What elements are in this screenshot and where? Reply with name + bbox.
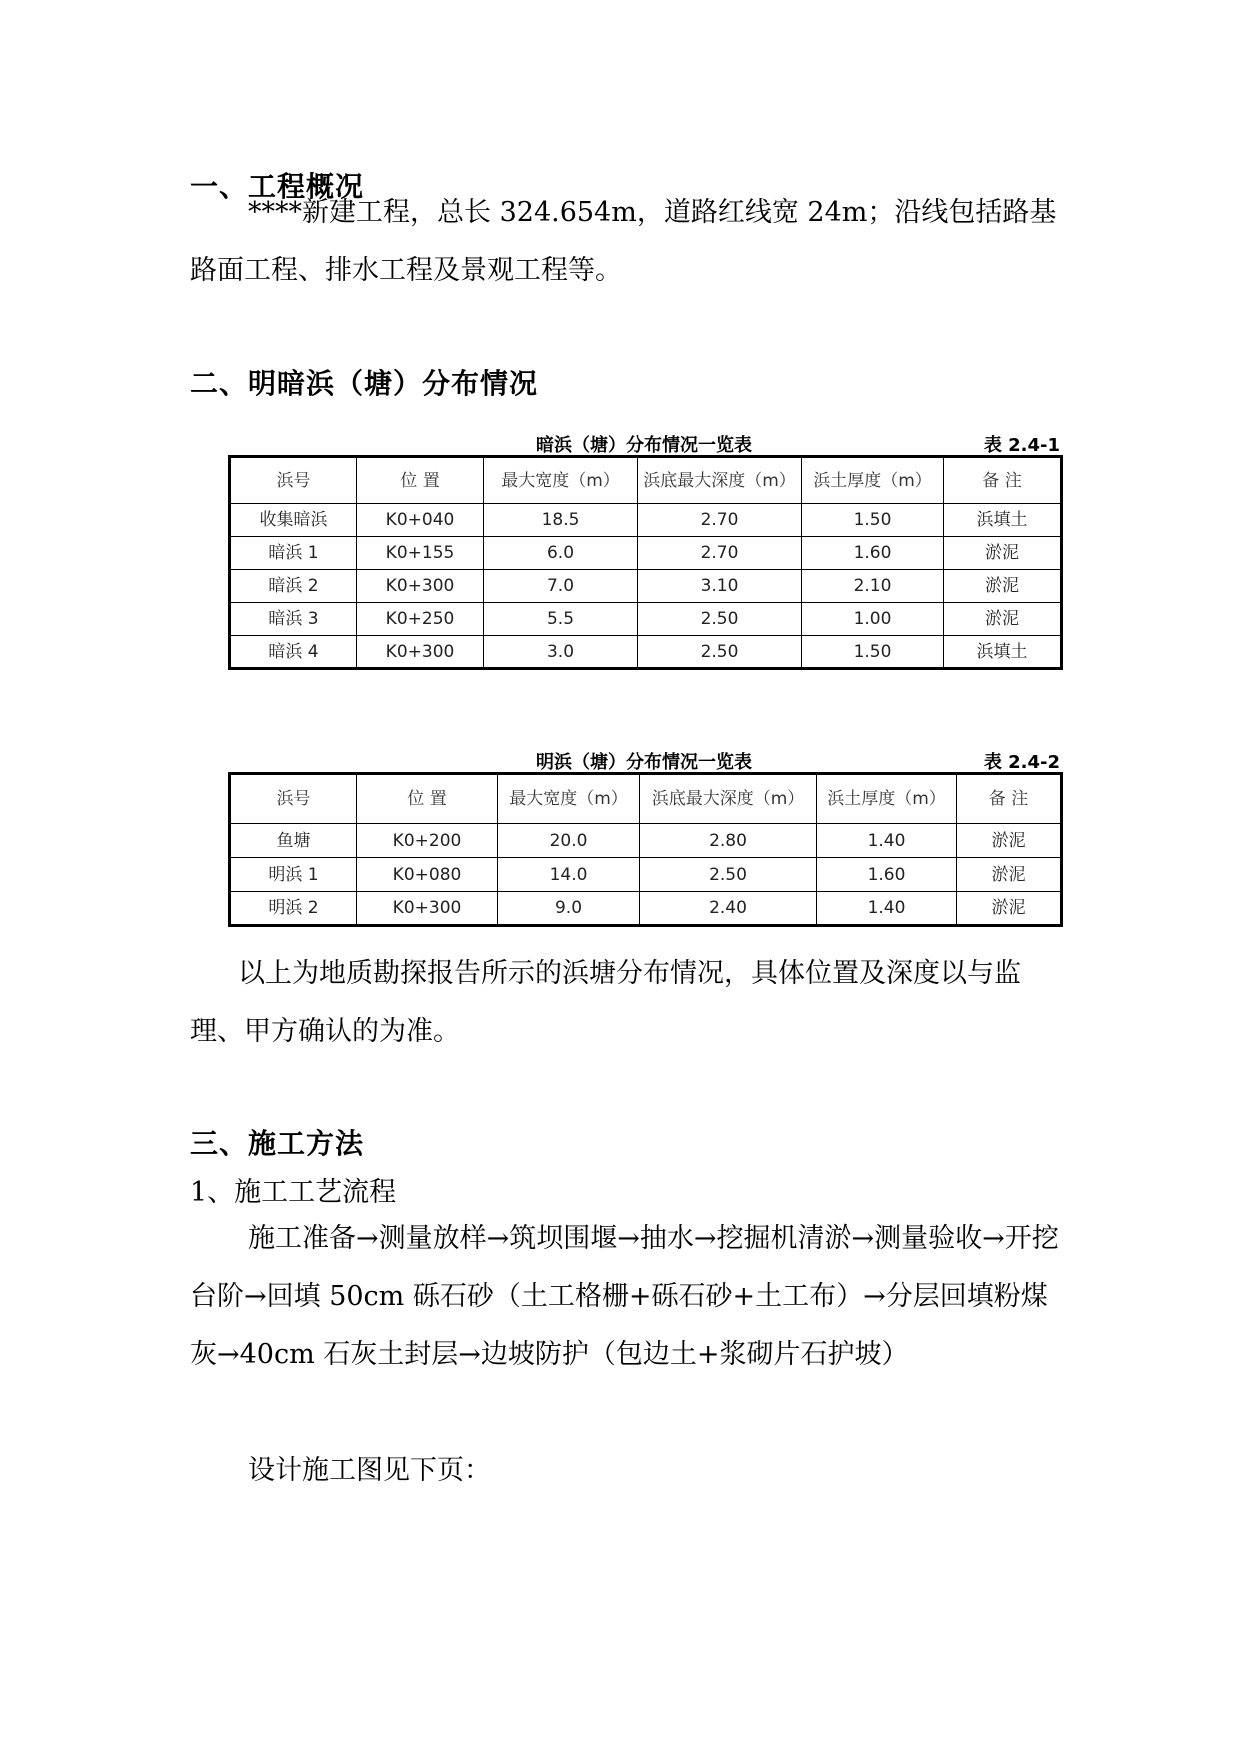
table-cell: 1.00	[802, 603, 944, 636]
table-cell: 鱼塘	[230, 824, 357, 858]
table-cell: K0+300	[357, 636, 484, 669]
table-cell: 1.50	[802, 504, 944, 537]
table-cell: 1.40	[817, 892, 957, 926]
table-cell: 浜填土	[944, 504, 1062, 537]
table-cell: 2.10	[802, 570, 944, 603]
section-2-note-text: 以上为地质勘探报告所示的浜塘分布情况，具体位置及深度以与监理、甲方确认的为准。	[190, 958, 1021, 1047]
table-row	[230, 570, 1062, 603]
table-cell: K0+040	[357, 504, 484, 537]
table-cell: 收集暗浜	[230, 504, 357, 537]
table-cell: 暗浜 1	[230, 537, 357, 570]
table-cell: 浜填土	[944, 636, 1062, 669]
table-cell: 2.40	[640, 892, 817, 926]
table-cell: 2.80	[640, 824, 817, 858]
table-2-number: 表 2.4-2	[983, 752, 1060, 773]
table-cell: 明浜 2	[230, 892, 357, 926]
section-1-heading: 一、工程概况	[190, 170, 365, 203]
table-cell: 淤泥	[944, 570, 1062, 603]
table-cell: 淤泥	[957, 858, 1062, 892]
table-cell: 5.5	[484, 603, 638, 636]
section-3-heading: 三、施工方法	[190, 1127, 365, 1160]
table-cell: 明浜 1	[230, 858, 357, 892]
table-1-number: 表 2.4-1	[983, 435, 1060, 456]
table-cell: 1.40	[817, 824, 957, 858]
table-row	[230, 824, 1062, 858]
column-header: 位 置	[357, 457, 484, 504]
table-cell: 2.50	[638, 603, 802, 636]
table-1-caption	[228, 431, 1060, 457]
table-header-row	[230, 457, 1062, 504]
table-cell: K0+300	[357, 570, 484, 603]
table-cell: 6.0	[484, 537, 638, 570]
table-cell: 淤泥	[944, 603, 1062, 636]
table-row	[230, 858, 1062, 892]
column-header: 最大宽度（m）	[484, 457, 638, 504]
hidden-ponds-table	[228, 455, 1063, 670]
table-cell: 2.70	[638, 504, 802, 537]
table-cell: 2.70	[638, 537, 802, 570]
process-flow-paragraph	[190, 1210, 1060, 1384]
table-cell: 18.5	[484, 504, 638, 537]
table-cell: 1.60	[802, 537, 944, 570]
section-3-subheading: 1、施工工艺流程	[190, 1177, 397, 1208]
section-2-heading: 二、明暗浜（塘）分布情况	[190, 367, 539, 400]
table-header-row	[230, 774, 1062, 824]
table-cell: 3.0	[484, 636, 638, 669]
table-row	[230, 603, 1062, 636]
table-cell: K0+155	[357, 537, 484, 570]
table-cell: 1.50	[802, 636, 944, 669]
open-ponds-table	[228, 772, 1063, 927]
see-next-page-text: 设计施工图见下页：	[248, 1455, 491, 1486]
column-header: 备 注	[944, 457, 1062, 504]
column-header: 浜底最大深度（m）	[640, 774, 817, 824]
column-header: 最大宽度（m）	[498, 774, 640, 824]
table-row	[230, 892, 1062, 926]
table-cell: 暗浜 3	[230, 603, 357, 636]
table-row	[230, 636, 1062, 669]
section-1-text: ****新建工程，总长 324.654m，道路红线宽 24m；沿线包括路基路面工程、排水工程及景观工程等。	[190, 197, 1057, 286]
section-2-note	[190, 945, 1060, 1061]
table-cell: 暗浜 2	[230, 570, 357, 603]
column-header: 备 注	[957, 774, 1062, 824]
column-header: 浜号	[230, 457, 357, 504]
table-2-title: 明浜（塘）分布情况一览表	[536, 752, 752, 773]
table-cell: 14.0	[498, 858, 640, 892]
table-1-title: 暗浜（塘）分布情况一览表	[536, 435, 752, 456]
table-cell: K0+250	[357, 603, 484, 636]
table-cell: K0+300	[357, 892, 498, 926]
column-header: 位 置	[357, 774, 498, 824]
table-row	[230, 537, 1062, 570]
table-cell: 1.60	[817, 858, 957, 892]
table-2-caption	[228, 748, 1060, 774]
table-cell: 淤泥	[944, 537, 1062, 570]
table-cell: 20.0	[498, 824, 640, 858]
table-cell: 淤泥	[957, 892, 1062, 926]
table-cell: K0+080	[357, 858, 498, 892]
table-row	[230, 504, 1062, 537]
column-header: 浜底最大深度（m）	[638, 457, 802, 504]
table-cell: K0+200	[357, 824, 498, 858]
column-header: 浜土厚度（m）	[817, 774, 957, 824]
see-next-page-paragraph	[190, 1442, 1060, 1500]
table-cell: 淤泥	[957, 824, 1062, 858]
process-flow-text: 施工准备→测量放样→筑坝围堰→抽水→挖掘机清淤→测量验收→开挖台阶→回填 50cm 砾石砂（土工格栅+砾石砂+土工布）→分层回填粉煤灰→40cm 石灰土封层→边坡防护（包边土+浆砌片石护坡）	[190, 1223, 1059, 1370]
table-cell: 暗浜 4	[230, 636, 357, 669]
column-header: 浜号	[230, 774, 357, 824]
table-cell: 2.50	[638, 636, 802, 669]
table-cell: 9.0	[498, 892, 640, 926]
column-header: 浜土厚度（m）	[802, 457, 944, 504]
table-cell: 2.50	[640, 858, 817, 892]
table-cell: 3.10	[638, 570, 802, 603]
table-cell: 7.0	[484, 570, 638, 603]
section-1-paragraph	[190, 184, 1060, 300]
